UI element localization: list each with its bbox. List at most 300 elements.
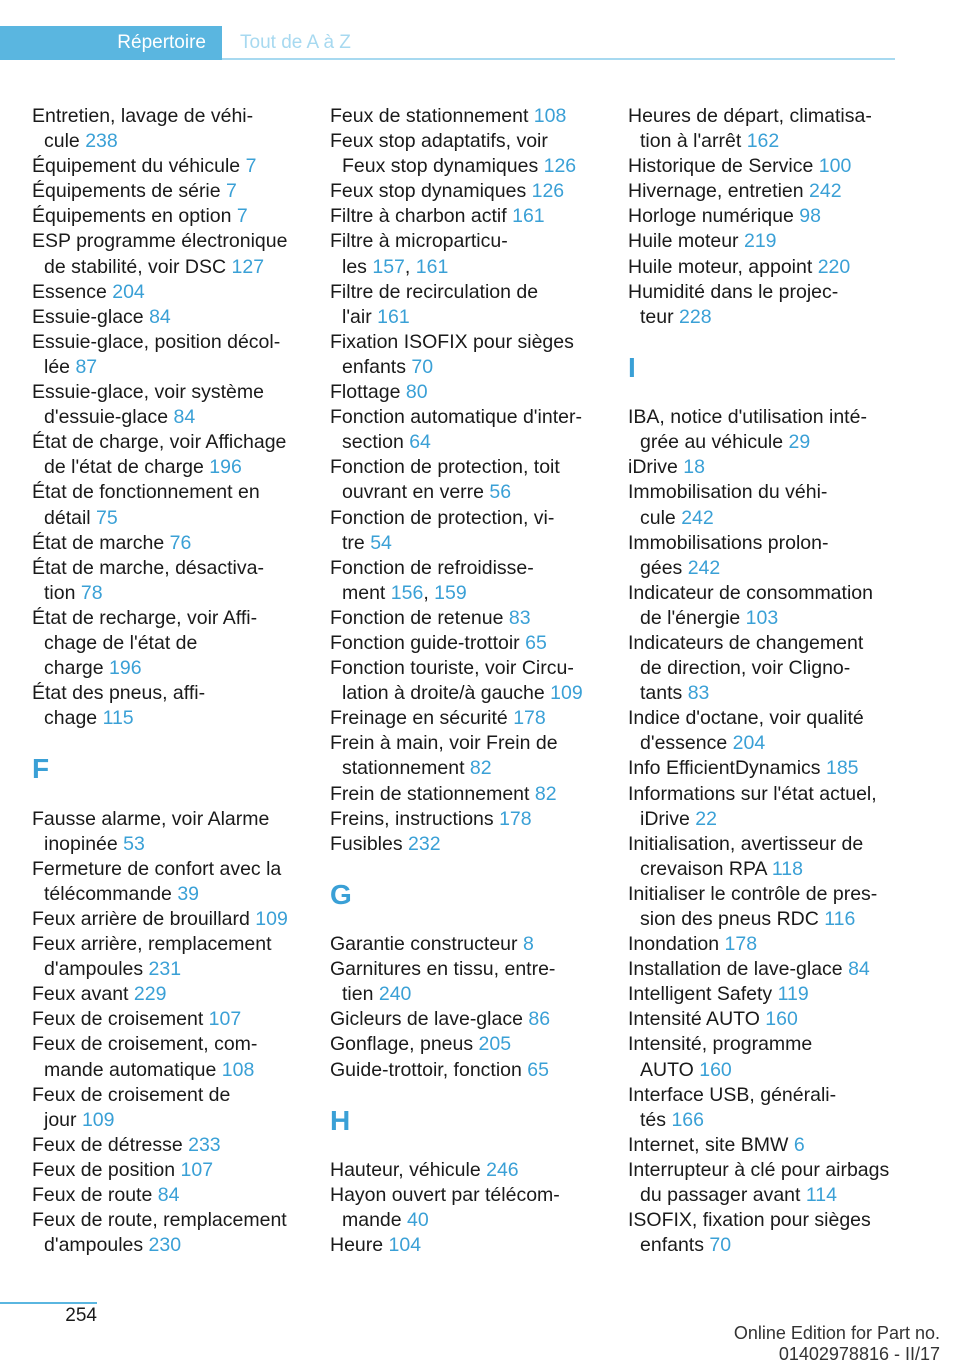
entry-text: d'essence (640, 732, 733, 755)
entry-text: Interrupteur à clé pour airbags (628, 1158, 890, 1181)
index-entry (330, 932, 615, 957)
entry-text: Intensité, programme (628, 1033, 813, 1056)
page-link[interactable]: 160 (765, 1008, 798, 1031)
page-link[interactable]: 108 (533, 105, 567, 127)
page-number: 254 (65, 1305, 97, 1326)
page-link[interactable]: 166 (671, 1108, 704, 1131)
entry-text: Équipements en option (32, 205, 237, 228)
index-entry (330, 1183, 615, 1233)
index-entry (628, 832, 913, 882)
page-link[interactable]: 103 (745, 606, 779, 629)
page-link[interactable]: 6 (793, 1133, 805, 1156)
index-entry (330, 280, 615, 330)
page-link[interactable]: 118 (771, 857, 803, 880)
entry-text: crevaison RPA (640, 857, 772, 880)
entry-text: Internet, site BMW (628, 1133, 794, 1156)
entry-text: Feux de position (32, 1158, 181, 1181)
index-entry (330, 330, 615, 380)
index-entry (330, 631, 615, 656)
entry-text: Historique de Service (628, 155, 819, 178)
index-entry (628, 1158, 913, 1208)
page-link[interactable]: 116 (824, 908, 856, 931)
index-entry (32, 1007, 317, 1032)
page-link[interactable]: 86 (528, 1008, 551, 1031)
index-entry (32, 330, 317, 380)
page-link[interactable]: 83 (687, 682, 710, 705)
entry-text: Installation de lave-glace (628, 958, 849, 981)
entry-text: État de marche, désactiva- (32, 556, 264, 579)
page-link[interactable]: 84 (149, 305, 171, 328)
entry-text: IBA, notice d'utilisation inté- (628, 406, 867, 429)
index-entry (628, 104, 913, 154)
entry-text: Fonction automatique d'inter- (330, 406, 582, 429)
entry-text: Essuie-glace, voir système (32, 381, 264, 404)
index-entry (32, 204, 317, 229)
index-entry (330, 204, 615, 229)
page-link[interactable]: 178 (499, 807, 532, 830)
index-entry (628, 154, 913, 179)
page-link[interactable]: 7 (226, 180, 237, 203)
entry-text: Fonction de retenue (330, 606, 509, 629)
entry-text: Feux stop adaptatifs, voir (330, 130, 548, 153)
index-entry (628, 455, 913, 480)
page-link[interactable]: 242 (681, 506, 714, 529)
entry-text: État de marche (32, 531, 170, 554)
entry-text: Feux stop dynamiques (330, 180, 532, 203)
entry-text: gées (640, 556, 688, 579)
entry-text: cule (640, 506, 682, 529)
page-link[interactable]: 196 (209, 456, 242, 479)
index-entry (32, 104, 317, 154)
header-divider (222, 58, 895, 60)
entry-text: charge (44, 657, 110, 680)
page-link[interactable]: 233 (188, 1133, 221, 1156)
page-link[interactable]: 104 (388, 1234, 422, 1257)
entry-text: Fonction guide-trottoir (330, 631, 526, 654)
index-column-3 (628, 104, 913, 1258)
index-entry (330, 807, 615, 832)
page-link[interactable]: 205 (478, 1033, 512, 1056)
entry-text: tion à l'arrêt (640, 130, 747, 153)
page-link[interactable]: 65 (525, 631, 547, 654)
index-entry (32, 1158, 317, 1183)
index-entry (330, 506, 615, 556)
index-entry (628, 982, 913, 1007)
entry-text: Frein de stationnement (330, 782, 535, 805)
entry-text: Feux de route (32, 1184, 158, 1207)
index-entry (628, 480, 913, 530)
entry-text: Intensité AUTO (628, 1008, 766, 1031)
page-link[interactable]: 70 (411, 355, 434, 378)
entry-text: Immobilisation du véhi- (628, 481, 828, 504)
entry-text: Fixation ISOFIX pour sièges (330, 330, 574, 353)
index-entry (32, 1133, 317, 1158)
index-entry (32, 606, 317, 681)
index-entry (32, 1083, 317, 1133)
page-link[interactable]: 160 (699, 1058, 732, 1081)
entry-text: ESP programme électronique (32, 230, 288, 253)
index-entry (628, 631, 913, 706)
page-link[interactable]: 220 (817, 255, 851, 278)
entry-text: Fausse alarme, voir Alarme (32, 807, 270, 830)
index-entry (330, 380, 615, 405)
entry-text: lée (44, 355, 76, 378)
entry-text: Essuie-glace (32, 305, 150, 328)
page-link[interactable]: 114 (805, 1184, 837, 1207)
entry-text: Essence (32, 280, 113, 303)
page-link[interactable]: 127 (231, 255, 265, 278)
entry-text: iDrive (640, 807, 696, 830)
page-link[interactable]: 75 (96, 506, 118, 529)
index-entry (32, 1032, 317, 1082)
page-link[interactable]: 232 (408, 832, 441, 855)
entry-text: Feux avant (32, 983, 134, 1006)
page-link[interactable]: 84 (157, 1184, 180, 1207)
index-entry (32, 857, 317, 907)
index-entry (330, 782, 615, 807)
entry-text: Freinage en sécurité (330, 707, 514, 730)
entry-text: tien (342, 983, 379, 1006)
entry-text: Feux de croisement, com- (32, 1033, 258, 1056)
entry-text: Feux arrière, remplacement (32, 933, 272, 956)
index-column-1 (32, 104, 317, 1258)
entry-text: Fermeture de confort avec la (32, 857, 282, 880)
entry-text: mande automatique (44, 1058, 222, 1081)
section-letter: F (32, 753, 50, 785)
page-link[interactable]: 228 (679, 305, 712, 328)
entry-text: Intelligent Safety (628, 983, 778, 1006)
entry-text: iDrive (628, 456, 684, 479)
page-link[interactable]: 161 (512, 205, 545, 228)
page-link[interactable]: 8 (522, 933, 534, 956)
page-link[interactable]: 98 (799, 205, 821, 228)
section-letter: I (628, 351, 636, 383)
index-entry (32, 556, 317, 606)
index-entry (628, 229, 913, 254)
page-link[interactable]: 109 (255, 908, 288, 931)
entry-text: Inondation (628, 933, 725, 956)
index-entry (330, 1158, 615, 1183)
entry-text: stationnement (342, 757, 470, 780)
page-link[interactable]: 185 (825, 757, 859, 780)
page-link[interactable]: 100 (818, 155, 852, 178)
entry-text: Feux arrière de brouillard (32, 908, 256, 931)
entry-text: Info EfficientDynamics (628, 757, 826, 780)
page-link[interactable]: 230 (148, 1234, 182, 1257)
entry-text: Fusibles (330, 832, 409, 855)
index-entry (32, 430, 317, 480)
page-link[interactable]: 126 (531, 180, 565, 203)
entry-text: Gonflage, pneus (330, 1033, 479, 1056)
page-link[interactable]: 157 (372, 255, 405, 278)
page-link[interactable]: 219 (743, 230, 777, 253)
index-entry (628, 1208, 913, 1258)
entry-text: chage de l'état de (44, 631, 198, 654)
entry-text: Garnitures en tissu, entre- (330, 958, 556, 981)
entry-text: Initialiser le contrôle de pres- (628, 882, 878, 905)
entry-text: Gicleurs de lave-glace (330, 1008, 529, 1031)
index-entry (330, 179, 615, 204)
entry-text: l'air (342, 305, 378, 328)
index-entry (330, 832, 615, 857)
page-link[interactable]: 109 (81, 1108, 115, 1131)
entry-text: Interface USB, générali- (628, 1083, 837, 1106)
index-entry (32, 681, 317, 731)
page-link[interactable]: 242 (687, 556, 721, 579)
index-entry (330, 706, 615, 731)
index-entry (628, 179, 913, 204)
entry-text: Équipement du véhicule (32, 155, 246, 178)
page-link[interactable]: 18 (683, 456, 705, 479)
index-entry (32, 280, 317, 305)
entry-text: Feux de stationnement (330, 105, 534, 127)
entry-text: AUTO (640, 1058, 700, 1081)
entry-text: lation à droite/à gauche (342, 682, 551, 705)
entry-text: inopinée (44, 832, 124, 855)
entry-text: Fonction de refroidisse- (330, 556, 534, 579)
entry-text: cule (44, 130, 86, 153)
index-entry (32, 480, 317, 530)
entry-text: État de recharge, voir Affi- (32, 606, 258, 629)
page-link[interactable]: 76 (169, 531, 192, 554)
entry-text: tés (640, 1108, 672, 1131)
index-entry (32, 932, 317, 982)
page-link[interactable]: 240 (378, 983, 412, 1006)
index-entry (628, 1032, 913, 1082)
index-entry (628, 204, 913, 229)
index-entry (628, 581, 913, 631)
entry-text: Horloge numérique (628, 205, 800, 228)
entry-text: enfants (342, 355, 412, 378)
index-entry (32, 154, 317, 179)
entry-text: ouvrant en verre (342, 481, 490, 504)
entry-text: de direction, voir Cligno- (640, 657, 851, 680)
entry-text: d'ampoules (44, 1234, 149, 1257)
index-entry (628, 882, 913, 932)
entry-text: ISOFIX, fixation pour sièges (628, 1209, 871, 1232)
page-link[interactable]: 83 (508, 606, 531, 629)
entry-text: télécommande (44, 882, 178, 905)
section-letter: G (330, 878, 352, 910)
entry-text: Filtre de recirculation de (330, 280, 539, 303)
page-link[interactable]: 7 (236, 205, 248, 228)
index-entry (32, 1208, 317, 1258)
entry-text: tre (342, 531, 371, 554)
index-entry (628, 706, 913, 756)
page-link[interactable]: 54 (370, 531, 392, 554)
page-link[interactable]: 82 (534, 782, 557, 805)
index-entry (32, 807, 317, 857)
index-entry (628, 405, 913, 455)
page-link[interactable]: 178 (724, 933, 758, 956)
entry-text: Filtre à charbon actif (330, 205, 513, 228)
entry-text: Heures de départ, climatisa- (628, 105, 872, 127)
index-entry (32, 229, 317, 279)
page-link[interactable]: 78 (80, 581, 103, 604)
entry-text: Immobilisations prolon- (628, 531, 829, 554)
index-entry (330, 455, 615, 505)
entry-text: les (342, 255, 373, 278)
page-link[interactable]: 53 (123, 832, 145, 855)
page-link[interactable]: 109 (550, 682, 583, 705)
entry-text: Fonction de protection, vi- (330, 506, 555, 529)
index-entry (32, 179, 317, 204)
page-link[interactable]: 84 (173, 406, 196, 429)
index-entry (628, 957, 913, 982)
index-entry (628, 1083, 913, 1133)
index-entry (330, 1007, 615, 1032)
index-entry (330, 1058, 615, 1083)
tab-repertoire[interactable]: Répertoire (0, 26, 222, 60)
index-entry (330, 104, 615, 129)
index-entry (32, 907, 317, 932)
entry-text: sion des pneus RDC (640, 908, 825, 931)
entry-text: Guide-trottoir, fonction (330, 1058, 528, 1081)
index-entry (628, 1007, 913, 1032)
entry-text: Indicateurs de changement (628, 631, 864, 654)
index-entry: Filtre à microparticu- les 157, 161 (330, 230, 508, 278)
entry-text: enfants (640, 1234, 710, 1257)
entry-text: Flottage (330, 381, 406, 404)
entry-text: de stabilité, voir DSC (44, 255, 232, 278)
page-link[interactable]: 84 (848, 958, 870, 981)
entry-text: de l'état de charge (44, 456, 210, 479)
page-link[interactable]: 242 (809, 180, 842, 203)
entry-text: grée au véhicule (640, 431, 789, 454)
page-link[interactable]: 29 (788, 431, 811, 454)
entry-text: État de fonctionnement en (32, 481, 260, 504)
page-link[interactable]: 159 (434, 581, 467, 604)
entry-text: Feux stop dynamiques (342, 155, 544, 178)
entry-text: Équipements de série (32, 180, 227, 203)
page-link[interactable]: 238 (85, 130, 118, 153)
page-link[interactable]: 82 (469, 757, 492, 780)
page-link[interactable]: 56 (489, 481, 512, 504)
entry-text: tants (640, 682, 688, 705)
page-link[interactable]: 87 (75, 355, 98, 378)
page-link[interactable]: 39 (177, 882, 200, 905)
entry-text: Indicateur de consommation (628, 581, 873, 604)
index-entry (32, 982, 317, 1007)
entry-text: mande (342, 1209, 408, 1232)
entry-text: du passager avant (640, 1184, 806, 1207)
entry-text: teur (640, 305, 680, 328)
index-entry (32, 531, 317, 556)
page-link[interactable]: 161 (415, 255, 449, 278)
page-link[interactable]: 229 (133, 983, 167, 1006)
page-link[interactable]: 119 (777, 983, 809, 1006)
page-link[interactable]: 22 (695, 807, 717, 830)
entry-text: Humidité dans le projec- (628, 280, 839, 303)
page-link[interactable]: 115 (102, 707, 134, 730)
page-link[interactable]: 126 (543, 155, 577, 178)
entry-text: Freins, instructions (330, 807, 500, 830)
index-entry (330, 957, 615, 1007)
entry-text: d'ampoules (44, 958, 149, 981)
page-link[interactable]: 204 (732, 732, 766, 755)
entry-text: d'essuie-glace (44, 406, 174, 429)
entry-text: Hauteur, véhicule (330, 1158, 487, 1181)
page-link[interactable]: 231 (148, 958, 182, 981)
page-link[interactable]: 7 (245, 155, 257, 178)
entry-text: section (342, 431, 410, 454)
index-entry (330, 606, 615, 631)
entry-text: Hivernage, entretien (628, 180, 810, 203)
index-entry (628, 756, 913, 781)
page-link[interactable]: 107 (180, 1158, 214, 1181)
page-link[interactable]: 204 (112, 280, 145, 303)
index-entry: Fonction de refroidisse- ment 156, 159 (330, 556, 534, 604)
index-entry (628, 255, 913, 280)
page-link[interactable]: 107 (208, 1008, 242, 1031)
entry-text: Feux de détresse (32, 1133, 189, 1156)
page-link[interactable]: 70 (709, 1234, 732, 1257)
index-entry (628, 531, 913, 581)
entry-text: Fonction de protection, toit (330, 456, 560, 479)
page-link[interactable]: 156 (390, 581, 424, 604)
entry-text: Feux de route, remplacement (32, 1209, 287, 1232)
entry-text: détail (44, 506, 97, 529)
index-entry (32, 380, 317, 430)
entry-text: Huile moteur, appoint (628, 255, 818, 278)
page-link[interactable]: 196 (109, 657, 142, 680)
index-entry (628, 932, 913, 957)
page-link[interactable]: 178 (513, 707, 546, 730)
page-link[interactable]: 161 (377, 305, 410, 328)
entry-text: Feux de croisement de (32, 1083, 231, 1106)
section-letter: H (330, 1104, 351, 1136)
entry-text: Indice d'octane, voir qualité (628, 707, 864, 730)
entry-text: Garantie constructeur (330, 933, 523, 956)
header-bar (0, 26, 895, 60)
index-entry (330, 405, 615, 455)
page-link[interactable]: 64 (409, 431, 431, 454)
page-link[interactable]: 162 (746, 130, 780, 153)
index-column-2 (330, 104, 615, 1258)
index-entry (628, 1133, 913, 1158)
entry-text: de l'énergie (640, 606, 746, 629)
entry-text: Heure (330, 1234, 389, 1257)
index-entry (330, 731, 615, 781)
page-link[interactable]: 80 (405, 381, 428, 404)
footer-divider (0, 1302, 97, 1304)
page-link[interactable]: 40 (407, 1209, 429, 1232)
page-link[interactable]: 246 (486, 1158, 519, 1181)
entry-text: jour (44, 1108, 82, 1131)
tab-tout-de-a-a-z[interactable]: Tout de A à Z (240, 32, 351, 53)
index-entry (32, 305, 317, 330)
entry-text: État de charge, voir Affichage (32, 431, 287, 454)
page-link[interactable]: 65 (527, 1058, 549, 1081)
index-entry (330, 1032, 615, 1057)
entry-text: Filtre à microparticu- (330, 230, 508, 253)
entry-text: chage (44, 707, 103, 730)
entry-text: tion (44, 581, 81, 604)
entry-text: État des pneus, affi- (32, 682, 206, 705)
entry-text: Huile moteur (628, 230, 744, 253)
entry-text: Entretien, lavage de véhi- (32, 105, 254, 127)
index-entry (628, 280, 913, 330)
entry-text: Initialisation, avertisseur de (628, 832, 864, 855)
entry-text: Fonction touriste, voir Circu- (330, 657, 574, 680)
index-entry (330, 656, 615, 706)
index-entry (330, 129, 615, 179)
entry-text: Hayon ouvert par télécom- (330, 1184, 560, 1207)
entry-text: Frein à main, voir Frein de (330, 732, 558, 755)
page-link[interactable]: 108 (221, 1058, 255, 1081)
index-entry (628, 782, 913, 832)
edition-note: Online Edition for Part no. 01402978816 - II/17 (733, 1323, 940, 1364)
